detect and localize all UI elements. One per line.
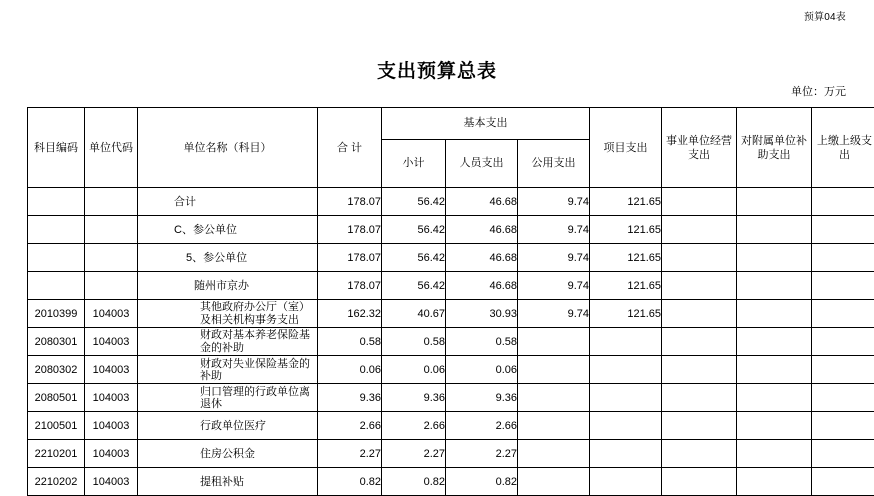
header-public-expenditure: 公用支出 bbox=[518, 139, 590, 187]
cell-subject-code: 2010399 bbox=[28, 300, 85, 328]
table-row bbox=[28, 384, 874, 412]
header-personnel-expenditure: 人员支出 bbox=[446, 139, 518, 187]
cell-unit-code: 104003 bbox=[85, 384, 138, 412]
cell-project: 121.65 bbox=[590, 216, 662, 244]
cell-total: 0.82 bbox=[318, 468, 382, 496]
cell-public bbox=[518, 384, 590, 412]
cell-project: 121.65 bbox=[590, 300, 662, 328]
cell-payment-superior bbox=[812, 328, 874, 356]
cell-project: 121.65 bbox=[590, 244, 662, 272]
table-row bbox=[28, 412, 874, 440]
cell-subsidy-affiliated bbox=[737, 328, 812, 356]
cell-basic-subtotal: 56.42 bbox=[382, 216, 446, 244]
cell-total: 162.32 bbox=[318, 300, 382, 328]
cell-personnel: 46.68 bbox=[446, 216, 518, 244]
cell-unit-name: 归口管理的行政单位离退休 bbox=[138, 384, 318, 412]
cell-payment-superior bbox=[812, 188, 874, 216]
cell-basic-subtotal: 2.27 bbox=[382, 440, 446, 468]
cell-unit-name: 随州市京办 bbox=[138, 272, 318, 300]
cell-total: 178.07 bbox=[318, 188, 382, 216]
cell-unit-name bbox=[138, 328, 318, 356]
cell-total: 0.58 bbox=[318, 328, 382, 356]
cell-personnel: 2.27 bbox=[446, 440, 518, 468]
cell-project bbox=[590, 468, 662, 496]
cell-basic-subtotal: 0.58 bbox=[382, 328, 446, 356]
cell-public bbox=[518, 412, 590, 440]
cell-basic-subtotal: 56.42 bbox=[382, 188, 446, 216]
cell-business-operating bbox=[662, 244, 737, 272]
cell-business-operating bbox=[662, 272, 737, 300]
cell-personnel: 9.36 bbox=[446, 384, 518, 412]
cell-project bbox=[590, 384, 662, 412]
cell-unit-code bbox=[85, 216, 138, 244]
cell-basic-subtotal: 9.36 bbox=[382, 384, 446, 412]
cell-payment-superior bbox=[812, 272, 874, 300]
cell-unit-code: 104003 bbox=[85, 412, 138, 440]
cell-subject-code bbox=[28, 244, 85, 272]
cell-public: 9.74 bbox=[518, 272, 590, 300]
cell-personnel: 46.68 bbox=[446, 272, 518, 300]
cell-unit-code bbox=[85, 188, 138, 216]
cell-subject-code: 2080501 bbox=[28, 384, 85, 412]
cell-total: 2.66 bbox=[318, 412, 382, 440]
cell-unit-code: 104003 bbox=[85, 300, 138, 328]
cell-public: 9.74 bbox=[518, 188, 590, 216]
cell-unit-name: 行政单位医疗 bbox=[138, 412, 318, 440]
cell-subject-code: 2080302 bbox=[28, 356, 85, 384]
cell-subject-code bbox=[28, 188, 85, 216]
cell-unit-code: 104003 bbox=[85, 356, 138, 384]
cell-unit-code bbox=[85, 272, 138, 300]
cell-personnel: 2.66 bbox=[446, 412, 518, 440]
header-total: 合 计 bbox=[318, 108, 382, 188]
cell-subsidy-affiliated bbox=[737, 300, 812, 328]
header-unit-name: 单位名称（科目） bbox=[138, 108, 318, 188]
cell-unit-name: C、参公单位 bbox=[138, 216, 318, 244]
cell-public bbox=[518, 468, 590, 496]
cell-unit-name bbox=[138, 300, 318, 328]
cell-payment-superior bbox=[812, 468, 874, 496]
cell-unit-name: 合计 bbox=[138, 188, 318, 216]
table-row bbox=[28, 440, 874, 468]
cell-payment-superior bbox=[812, 216, 874, 244]
cell-subject-code bbox=[28, 272, 85, 300]
cell-project: 121.65 bbox=[590, 188, 662, 216]
page-title: 支出预算总表 bbox=[0, 56, 874, 83]
cell-basic-subtotal: 56.42 bbox=[382, 272, 446, 300]
cell-unit-name: 5、参公单位 bbox=[138, 244, 318, 272]
cell-total: 178.07 bbox=[318, 244, 382, 272]
cell-unit-code: 104003 bbox=[85, 328, 138, 356]
cell-unit-name-text: 财政对基本养老保险基金的补助 bbox=[200, 329, 317, 355]
cell-total: 0.06 bbox=[318, 356, 382, 384]
cell-business-operating bbox=[662, 468, 737, 496]
cell-public: 9.74 bbox=[518, 300, 590, 328]
cell-unit-name: 提租补贴 bbox=[138, 468, 318, 496]
cell-subsidy-affiliated bbox=[737, 188, 812, 216]
header-subsidy-to-affiliated: 对附属单位补助支出 bbox=[737, 108, 812, 188]
table-row bbox=[28, 328, 874, 356]
cell-subject-code: 2210202 bbox=[28, 468, 85, 496]
header-row-top bbox=[28, 108, 874, 140]
cell-subject-code: 2100501 bbox=[28, 412, 85, 440]
cell-unit-code: 104003 bbox=[85, 468, 138, 496]
cell-business-operating bbox=[662, 384, 737, 412]
header-unit-code: 单位代码 bbox=[85, 108, 138, 188]
cell-personnel: 0.82 bbox=[446, 468, 518, 496]
cell-subsidy-affiliated bbox=[737, 412, 812, 440]
form-code-label: 预算04表 bbox=[804, 8, 846, 23]
cell-subsidy-affiliated bbox=[737, 384, 812, 412]
cell-payment-superior bbox=[812, 244, 874, 272]
cell-public bbox=[518, 440, 590, 468]
cell-payment-superior bbox=[812, 440, 874, 468]
header-project-expenditure: 项目支出 bbox=[590, 108, 662, 188]
cell-personnel: 0.58 bbox=[446, 328, 518, 356]
cell-project bbox=[590, 328, 662, 356]
cell-subsidy-affiliated bbox=[737, 468, 812, 496]
cell-personnel: 46.68 bbox=[446, 188, 518, 216]
cell-business-operating bbox=[662, 188, 737, 216]
cell-project bbox=[590, 412, 662, 440]
cell-project bbox=[590, 356, 662, 384]
cell-payment-superior bbox=[812, 384, 874, 412]
cell-basic-subtotal: 40.67 bbox=[382, 300, 446, 328]
cell-basic-subtotal: 2.66 bbox=[382, 412, 446, 440]
cell-subsidy-affiliated bbox=[737, 440, 812, 468]
header-subject-code: 科目编码 bbox=[28, 108, 85, 188]
table-row bbox=[28, 300, 874, 328]
cell-payment-superior bbox=[812, 300, 874, 328]
cell-business-operating bbox=[662, 440, 737, 468]
cell-total: 2.27 bbox=[318, 440, 382, 468]
cell-business-operating bbox=[662, 412, 737, 440]
cell-basic-subtotal: 0.82 bbox=[382, 468, 446, 496]
cell-project: 121.65 bbox=[590, 272, 662, 300]
cell-business-operating bbox=[662, 300, 737, 328]
cell-subsidy-affiliated bbox=[737, 272, 812, 300]
expenditure-budget-table bbox=[27, 107, 874, 496]
header-payment-to-superior: 上缴上级支出 bbox=[812, 108, 874, 188]
cell-personnel: 0.06 bbox=[446, 356, 518, 384]
cell-basic-subtotal: 56.42 bbox=[382, 244, 446, 272]
cell-business-operating bbox=[662, 356, 737, 384]
table-row bbox=[28, 356, 874, 384]
table-row bbox=[28, 216, 874, 244]
cell-public bbox=[518, 328, 590, 356]
cell-total: 178.07 bbox=[318, 272, 382, 300]
cell-subsidy-affiliated bbox=[737, 356, 812, 384]
table-row bbox=[28, 272, 874, 300]
cell-subject-code bbox=[28, 216, 85, 244]
header-basic-subtotal: 小计 bbox=[382, 139, 446, 187]
cell-public: 9.74 bbox=[518, 216, 590, 244]
header-business-unit-operating: 事业单位经营支出 bbox=[662, 108, 737, 188]
cell-project bbox=[590, 440, 662, 468]
cell-subject-code: 2210201 bbox=[28, 440, 85, 468]
cell-subsidy-affiliated bbox=[737, 216, 812, 244]
cell-total: 178.07 bbox=[318, 216, 382, 244]
table-header bbox=[28, 108, 874, 188]
table-body bbox=[28, 188, 874, 496]
cell-total: 9.36 bbox=[318, 384, 382, 412]
cell-unit-name-text: 其他政府办公厅（室）及相关机构事务支出 bbox=[200, 301, 317, 327]
cell-unit-code: 104003 bbox=[85, 440, 138, 468]
cell-payment-superior bbox=[812, 412, 874, 440]
cell-basic-subtotal: 0.06 bbox=[382, 356, 446, 384]
header-basic-expenditure: 基本支出 bbox=[382, 108, 590, 140]
cell-business-operating bbox=[662, 328, 737, 356]
cell-public: 9.74 bbox=[518, 244, 590, 272]
cell-unit-name: 财政对失业保险基金的补助 bbox=[138, 356, 318, 384]
cell-subject-code: 2080301 bbox=[28, 328, 85, 356]
table-row bbox=[28, 188, 874, 216]
cell-personnel: 46.68 bbox=[446, 244, 518, 272]
cell-unit-code bbox=[85, 244, 138, 272]
table-row bbox=[28, 244, 874, 272]
cell-unit-name: 住房公积金 bbox=[138, 440, 318, 468]
unit-note: 单位：万元 bbox=[791, 83, 846, 99]
cell-personnel: 30.93 bbox=[446, 300, 518, 328]
cell-payment-superior bbox=[812, 356, 874, 384]
cell-business-operating bbox=[662, 216, 737, 244]
cell-public bbox=[518, 356, 590, 384]
table-row bbox=[28, 468, 874, 496]
cell-subsidy-affiliated bbox=[737, 244, 812, 272]
